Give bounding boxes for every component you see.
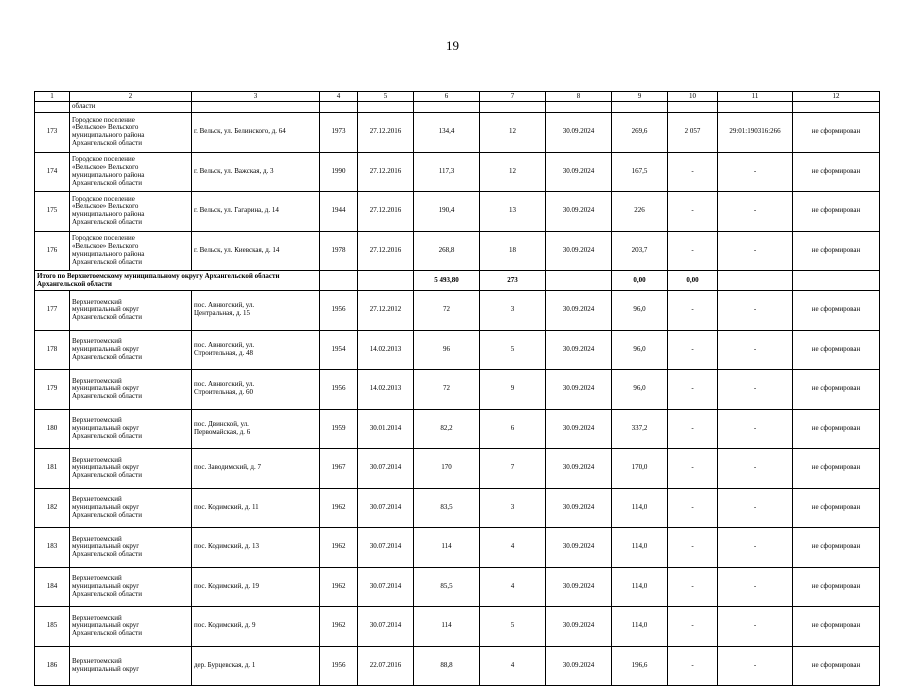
table-row <box>35 607 880 647</box>
owner-cell: Городское поселение «Вельское» Вельского муниципального района Архангельской области <box>70 113 192 153</box>
cadastre-cell: - <box>718 488 793 528</box>
owner-cell: Верхнетоемский муниципальный округ Архангельской области <box>70 488 192 528</box>
deadline-cell: 30.09.2024 <box>546 567 612 607</box>
year-cell: 1956 <box>320 646 358 686</box>
total-col10: 0,00 <box>668 271 718 291</box>
area9-cell: 96,0 <box>612 330 668 370</box>
people-cell: 4 <box>480 646 546 686</box>
date-cell: 30.07.2014 <box>358 607 414 647</box>
date-cell: 30.07.2014 <box>358 449 414 489</box>
cadastre-cell: - <box>718 152 793 192</box>
area9-cell: 167,5 <box>612 152 668 192</box>
deadline-cell: 30.09.2024 <box>546 152 612 192</box>
row-number: 180 <box>35 409 70 449</box>
row-number: 181 <box>35 449 70 489</box>
col10-cell: - <box>668 291 718 331</box>
row-number: 183 <box>35 528 70 568</box>
owner-cell: Верхнетоемский муниципальный округ <box>70 646 192 686</box>
date-cell: 30.01.2014 <box>358 409 414 449</box>
area9-cell: 269,6 <box>612 113 668 153</box>
status-cell: не сформирован <box>793 152 880 192</box>
people-cell: 3 <box>480 488 546 528</box>
address-cell: г. Вельск, ул. Гагарина, д. 14 <box>192 192 320 232</box>
address-cell: г. Вельск, ул. Белинского, д. 64 <box>192 113 320 153</box>
deadline-cell: 30.09.2024 <box>546 646 612 686</box>
people-cell: 12 <box>480 152 546 192</box>
area9-cell: 96,0 <box>612 291 668 331</box>
column-number: 8 <box>546 92 612 102</box>
date-cell: 27.12.2012 <box>358 291 414 331</box>
cadastre-cell: - <box>718 291 793 331</box>
deadline-cell: 30.09.2024 <box>546 370 612 410</box>
deadline-cell: 30.09.2024 <box>546 291 612 331</box>
year-cell: 1962 <box>320 528 358 568</box>
address-cell: пос. Двинской, ул. Первомайская, д. 6 <box>192 409 320 449</box>
address-cell: пос. Авнюгский, ул. Строительная, д. 48 <box>192 330 320 370</box>
total-label: Итого по Верхнетоемскому муниципальному округу Архангельской области Архангельской области <box>35 271 320 291</box>
address-cell: г. Вельск, ул. Киевская, д. 14 <box>192 231 320 271</box>
deadline-cell: 30.09.2024 <box>546 192 612 232</box>
year-cell: 1990 <box>320 152 358 192</box>
people-cell: 5 <box>480 607 546 647</box>
table-row <box>35 370 880 410</box>
area-cell: 114 <box>414 528 480 568</box>
col10-cell: - <box>668 449 718 489</box>
area9-cell: 114,0 <box>612 528 668 568</box>
year-cell: 1956 <box>320 291 358 331</box>
year-cell: 1973 <box>320 113 358 153</box>
area-cell: 268,8 <box>414 231 480 271</box>
status-cell: не сформирован <box>793 646 880 686</box>
table-row <box>35 567 880 607</box>
year-cell: 1962 <box>320 567 358 607</box>
cadastre-cell: - <box>718 231 793 271</box>
column-number: 6 <box>414 92 480 102</box>
col10-cell: - <box>668 152 718 192</box>
cadastre-cell: - <box>718 330 793 370</box>
year-cell: 1962 <box>320 607 358 647</box>
people-cell: 9 <box>480 370 546 410</box>
area9-cell: 337,2 <box>612 409 668 449</box>
date-cell: 27.12.2016 <box>358 192 414 232</box>
owner-cell: Верхнетоемский муниципальный округ Архангельской области <box>70 567 192 607</box>
date-cell: 27.12.2016 <box>358 113 414 153</box>
col10-cell: - <box>668 488 718 528</box>
column-number: 9 <box>612 92 668 102</box>
date-cell: 30.07.2014 <box>358 488 414 528</box>
date-cell: 22.07.2016 <box>358 646 414 686</box>
address-cell: пос. Кодимский, д. 13 <box>192 528 320 568</box>
area-cell: 85,5 <box>414 567 480 607</box>
deadline-cell: 30.09.2024 <box>546 607 612 647</box>
status-cell: не сформирован <box>793 607 880 647</box>
col10-cell: - <box>668 567 718 607</box>
area9-cell: 196,6 <box>612 646 668 686</box>
owner-cell: Верхнетоемский муниципальный округ Архангельской области <box>70 291 192 331</box>
cadastre-cell: - <box>718 409 793 449</box>
cadastre-cell: - <box>718 646 793 686</box>
col10-cell: - <box>668 409 718 449</box>
area-cell: 82,2 <box>414 409 480 449</box>
owner-cell: Верхнетоемский муниципальный округ Архангельской области <box>70 528 192 568</box>
total-row <box>35 271 880 291</box>
date-cell: 14.02.2013 <box>358 370 414 410</box>
table-row <box>35 488 880 528</box>
year-cell: 1956 <box>320 370 358 410</box>
total-area9: 0,00 <box>612 271 668 291</box>
owner-cell: Верхнетоемский муниципальный округ Архангельской области <box>70 607 192 647</box>
table-row <box>35 113 880 153</box>
row-number: 174 <box>35 152 70 192</box>
col10-cell: 2 057 <box>668 113 718 153</box>
row-number: 178 <box>35 330 70 370</box>
status-cell: не сформирован <box>793 449 880 489</box>
deadline-cell: 30.09.2024 <box>546 231 612 271</box>
total-people: 273 <box>480 271 546 291</box>
people-cell: 13 <box>480 192 546 232</box>
table-row <box>35 231 880 271</box>
total-area: 5 493,80 <box>414 271 480 291</box>
owner-cell: Городское поселение «Вельское» Вельского муниципального района Архангельской области <box>70 231 192 271</box>
area-cell: 190,4 <box>414 192 480 232</box>
date-cell: 27.12.2016 <box>358 231 414 271</box>
status-cell: не сформирован <box>793 192 880 232</box>
area9-cell: 114,0 <box>612 607 668 647</box>
area9-cell: 170,0 <box>612 449 668 489</box>
housing-table <box>34 91 880 686</box>
area-cell: 114 <box>414 607 480 647</box>
deadline-cell: 30.09.2024 <box>546 449 612 489</box>
row-number: 185 <box>35 607 70 647</box>
cadastre-cell: - <box>718 192 793 232</box>
date-cell: 14.02.2013 <box>358 330 414 370</box>
owner-cell: Верхнетоемский муниципальный округ Архангельской области <box>70 330 192 370</box>
column-number: 12 <box>793 92 880 102</box>
column-number: 3 <box>192 92 320 102</box>
area9-cell: 226 <box>612 192 668 232</box>
table-row <box>35 291 880 331</box>
row-number: 177 <box>35 291 70 331</box>
people-cell: 4 <box>480 567 546 607</box>
address-cell: пос. Заводимский, д. 7 <box>192 449 320 489</box>
table-row <box>35 449 880 489</box>
owner-cell: Верхнетоемский муниципальный округ Архангельской области <box>70 409 192 449</box>
status-cell: не сформирован <box>793 291 880 331</box>
address-cell: дер. Бурцевская, д. 1 <box>192 646 320 686</box>
year-cell: 1978 <box>320 231 358 271</box>
status-cell: не сформирован <box>793 488 880 528</box>
area-cell: 83,5 <box>414 488 480 528</box>
row-number: 182 <box>35 488 70 528</box>
address-cell: пос. Кодимский, д. 19 <box>192 567 320 607</box>
table-row <box>35 409 880 449</box>
address-cell: пос. Кодимский, д. 11 <box>192 488 320 528</box>
address-cell: пос. Авнюгский, ул. Строительная, д. 60 <box>192 370 320 410</box>
people-cell: 4 <box>480 528 546 568</box>
column-number: 1 <box>35 92 70 102</box>
cadastre-cell: 29:01:190316:266 <box>718 113 793 153</box>
col10-cell: - <box>668 330 718 370</box>
table-row <box>35 152 880 192</box>
date-cell: 27.12.2016 <box>358 152 414 192</box>
deadline-cell: 30.09.2024 <box>546 330 612 370</box>
col10-cell: - <box>668 607 718 647</box>
area-cell: 72 <box>414 291 480 331</box>
page-number: 19 <box>446 38 459 53</box>
row-number: 179 <box>35 370 70 410</box>
area9-cell: 203,7 <box>612 231 668 271</box>
area-cell: 170 <box>414 449 480 489</box>
deadline-cell: 30.09.2024 <box>546 488 612 528</box>
cadastre-cell: - <box>718 449 793 489</box>
table-row <box>35 330 880 370</box>
table-row <box>35 192 880 232</box>
people-cell: 3 <box>480 291 546 331</box>
row-number: 186 <box>35 646 70 686</box>
address-cell: г. Вельск, ул. Важская, д. 3 <box>192 152 320 192</box>
owner-cell: Верхнетоемский муниципальный округ Архангельской области <box>70 370 192 410</box>
people-cell: 5 <box>480 330 546 370</box>
row-number: 176 <box>35 231 70 271</box>
year-cell: 1967 <box>320 449 358 489</box>
col10-cell: - <box>668 528 718 568</box>
status-cell: не сформирован <box>793 528 880 568</box>
column-number: 2 <box>70 92 192 102</box>
col10-cell: - <box>668 231 718 271</box>
owner-cell: Городское поселение «Вельское» Вельского муниципального района Архангельской области <box>70 152 192 192</box>
address-cell: пос. Авнюгский, ул. Центральная, д. 15 <box>192 291 320 331</box>
year-cell: 1959 <box>320 409 358 449</box>
cadastre-cell: - <box>718 567 793 607</box>
status-cell: не сформирован <box>793 113 880 153</box>
column-number: 11 <box>718 92 793 102</box>
status-cell: не сформирован <box>793 330 880 370</box>
date-cell: 30.07.2014 <box>358 567 414 607</box>
year-cell: 1962 <box>320 488 358 528</box>
area-cell: 88,8 <box>414 646 480 686</box>
area-cell: 96 <box>414 330 480 370</box>
col10-cell: - <box>668 646 718 686</box>
owner-cell: Верхнетоемский муниципальный округ Архангельской области <box>70 449 192 489</box>
address-cell: пос. Кодимский, д. 9 <box>192 607 320 647</box>
status-cell: не сформирован <box>793 370 880 410</box>
status-cell: не сформирован <box>793 409 880 449</box>
row-number: 173 <box>35 113 70 153</box>
year-cell: 1944 <box>320 192 358 232</box>
people-cell: 12 <box>480 113 546 153</box>
area-cell: 72 <box>414 370 480 410</box>
continuation-text: области <box>70 102 192 113</box>
date-cell: 30.07.2014 <box>358 528 414 568</box>
owner-cell: Городское поселение «Вельское» Вельского муниципального района Архангельской области <box>70 192 192 232</box>
continuation-row <box>35 102 880 113</box>
people-cell: 18 <box>480 231 546 271</box>
row-number: 175 <box>35 192 70 232</box>
deadline-cell: 30.09.2024 <box>546 113 612 153</box>
people-cell: 6 <box>480 409 546 449</box>
column-number-row <box>35 92 880 102</box>
cadastre-cell: - <box>718 607 793 647</box>
area-cell: 134,4 <box>414 113 480 153</box>
area9-cell: 114,0 <box>612 488 668 528</box>
deadline-cell: 30.09.2024 <box>546 528 612 568</box>
table-row <box>35 646 880 686</box>
column-number: 7 <box>480 92 546 102</box>
status-cell: не сформирован <box>793 567 880 607</box>
area-cell: 117,3 <box>414 152 480 192</box>
column-number: 10 <box>668 92 718 102</box>
area9-cell: 96,0 <box>612 370 668 410</box>
table-row <box>35 528 880 568</box>
column-number: 4 <box>320 92 358 102</box>
status-cell: не сформирован <box>793 231 880 271</box>
col10-cell: - <box>668 370 718 410</box>
year-cell: 1954 <box>320 330 358 370</box>
cadastre-cell: - <box>718 370 793 410</box>
deadline-cell: 30.09.2024 <box>546 409 612 449</box>
col10-cell: - <box>668 192 718 232</box>
column-number: 5 <box>358 92 414 102</box>
cadastre-cell: - <box>718 528 793 568</box>
people-cell: 7 <box>480 449 546 489</box>
row-number: 184 <box>35 567 70 607</box>
area9-cell: 114,0 <box>612 567 668 607</box>
